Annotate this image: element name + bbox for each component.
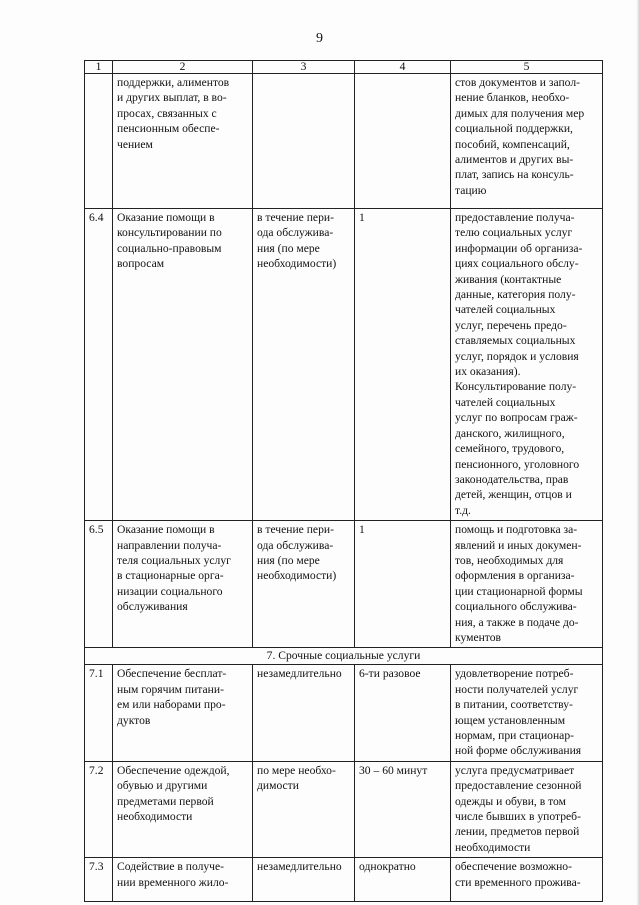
service-period-cell: в течение пери- ода обслужива- ния (по мере необходимости) xyxy=(253,209,355,521)
column-header-4: 4 xyxy=(355,61,451,74)
table-row-7-2 xyxy=(85,761,603,857)
service-volume-cell: 1 xyxy=(355,521,451,648)
row-number-cell xyxy=(85,74,113,209)
service-period-cell: по мере необхо- димости xyxy=(253,761,355,857)
service-description-cell: услуга предусматривает предоставление сезонной одежды и обуви, в том числе бывших в употреб- лении, предметов первой необходимости xyxy=(451,761,603,857)
table-row-6-5 xyxy=(85,521,603,648)
section-title-row xyxy=(85,648,603,665)
service-volume-cell: 1 xyxy=(355,209,451,521)
row-number-cell: 6.4 xyxy=(85,209,113,521)
row-number-cell: 6.5 xyxy=(85,521,113,648)
service-period-cell: в течение пери- ода обслужива- ния (по мере необходимости) xyxy=(253,521,355,648)
service-period-cell xyxy=(253,74,355,209)
column-header-1: 1 xyxy=(85,61,113,74)
section-title: 7. Срочные социальные услуги xyxy=(85,648,603,665)
table-row-7-1 xyxy=(85,665,603,761)
column-header-3: 3 xyxy=(253,61,355,74)
service-name-cell: Обеспечение одеждой, обувью и другими предметами первой необходимости xyxy=(113,761,253,857)
page-number: 9 xyxy=(316,31,323,46)
table-header-row xyxy=(85,61,603,74)
service-period-cell: незамедлительно xyxy=(253,665,355,761)
service-period-cell: незамедлительно xyxy=(253,858,355,902)
row-number-cell: 7.3 xyxy=(85,858,113,902)
service-name-cell: Оказание помощи в консультировании по социально-правовым вопросам xyxy=(113,209,253,521)
service-volume-cell: 30 – 60 минут xyxy=(355,761,451,857)
service-volume-cell: однократно xyxy=(355,858,451,902)
service-volume-cell: 6-ти разовое xyxy=(355,665,451,761)
service-name-cell: поддержки, алиментов и других выплат, в во- просах, связанных с пенсионным обеспе- чением xyxy=(113,74,253,209)
service-description-cell: предоставление получа- телю социальных услуг информации об организа- циях социального обслу- живания (контактные данные, категория полу- чателей социальных услуг, перечень предо- ставляемых социальных услуг, порядок и условия их оказания). Консультирование полу- чателей социальных услуг по вопросам граж- данского, жилищного, семейного, трудового, пенсионного, уголовного законодательства, прав детей, женщин, отцов и т.д. xyxy=(451,209,603,521)
table-row-7-3 xyxy=(85,858,603,902)
service-volume-cell xyxy=(355,74,451,209)
services-table xyxy=(84,60,603,902)
service-description-cell: обеспечение возможно- сти временного прожива- xyxy=(451,858,603,902)
service-name-cell: Содействие в получе- нии временного жило- xyxy=(113,858,253,902)
service-name-cell: Обеспечение бесплат- ным горячим питани- ем или наборами про- дуктов xyxy=(113,665,253,761)
column-header-2: 2 xyxy=(113,61,253,74)
table-row-continued xyxy=(85,74,603,209)
row-number-cell: 7.2 xyxy=(85,761,113,857)
service-description-cell: помощь и подготовка за- явлений и иных докумен- тов, необходимых для оформления в организа- ции стационарной формы социального обслужива- ния, а также в подаче до- кументов xyxy=(451,521,603,648)
column-header-5: 5 xyxy=(451,61,603,74)
service-name-cell: Оказание помощи в направлении получа- теля социальных услуг в стационарные орга- низации социального обслуживания xyxy=(113,521,253,648)
row-number-cell: 7.1 xyxy=(85,665,113,761)
table-row-6-4 xyxy=(85,209,603,521)
service-description-cell: удовлетворение потреб- ности получателей услуг в питании, соответству- ющем установленным нормам, при стационар- ной форме обслуживания xyxy=(451,665,603,761)
service-description-cell: стов документов и запол- нение бланков, необхо- димых для получения мер социальной поддержки, пособий, компенсаций, алиментов и других вы- плат, запись на консуль- тацию xyxy=(451,74,603,209)
